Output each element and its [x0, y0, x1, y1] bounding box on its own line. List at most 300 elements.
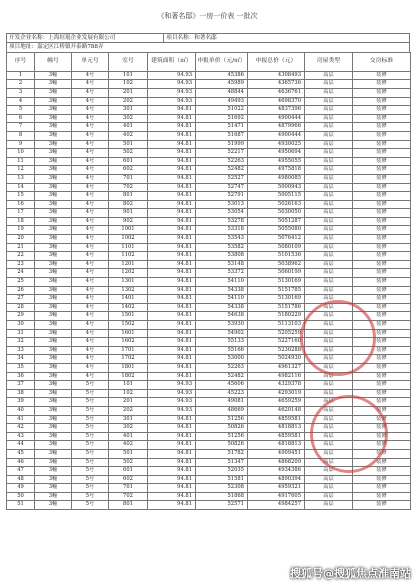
cell-index: 8	[7, 131, 35, 140]
cell-delivery-standard: 装修	[353, 243, 411, 252]
cell-total-price: 4955055	[248, 157, 305, 166]
cell-index: 20	[7, 235, 35, 244]
cell-index: 44	[7, 441, 35, 450]
cell-unit-price: 50826	[196, 441, 248, 450]
cell-room: 301	[109, 415, 148, 424]
cell-total-price: 4909451	[248, 449, 305, 458]
cell-index: 47	[7, 467, 35, 476]
cell-area: 94.81	[148, 260, 196, 269]
cell-room: 802	[109, 200, 148, 209]
cell-index: 30	[7, 321, 35, 330]
cell-unit: 4号	[72, 329, 109, 338]
cell-house-type: 高层	[305, 312, 353, 321]
table-row	[7, 80, 411, 89]
table-row	[7, 123, 411, 132]
cell-unit: 4号	[72, 166, 109, 175]
cell-index: 9	[7, 140, 35, 149]
cell-room: 302	[109, 424, 148, 433]
cell-index: 1	[7, 71, 35, 80]
cell-house-type: 高层	[305, 415, 353, 424]
cell-total-price: 4959321	[248, 484, 305, 493]
cell-unit-price: 52571	[196, 501, 248, 510]
cell-area: 94.81	[148, 346, 196, 355]
cell-delivery-standard: 装修	[353, 346, 411, 355]
table-row	[7, 217, 411, 226]
cell-unit: 4号	[72, 269, 109, 278]
cell-index: 42	[7, 424, 35, 433]
cell-area: 94.81	[148, 338, 196, 347]
cell-unit: 4号	[72, 260, 109, 269]
cell-unit-price: 52263	[196, 157, 248, 166]
cell-area: 94.81	[148, 312, 196, 321]
header-unit-price: 申报单价（元/㎡）	[196, 52, 248, 71]
cell-unit: 4号	[72, 295, 109, 304]
cell-house-type: 高层	[305, 398, 353, 407]
cell-unit: 4号	[72, 200, 109, 209]
cell-unit: 4号	[72, 312, 109, 321]
cell-unit: 5号	[72, 467, 109, 476]
cell-index: 27	[7, 295, 35, 304]
cell-unit-price: 45606	[196, 381, 248, 390]
cell-delivery-standard: 装修	[353, 338, 411, 347]
cell-index: 4	[7, 97, 35, 106]
cell-building: 3幢	[35, 484, 72, 493]
cell-house-type: 高层	[305, 260, 353, 269]
cell-unit: 4号	[72, 123, 109, 132]
cell-building: 3幢	[35, 415, 72, 424]
cell-total-price: 5113103	[248, 321, 305, 330]
cell-unit-price: 54638	[196, 312, 248, 321]
company-seal	[310, 395, 388, 473]
cell-area: 94.81	[148, 243, 196, 252]
cell-unit-price: 53372	[196, 269, 248, 278]
cell-unit-price: 51256	[196, 415, 248, 424]
cell-delivery-standard: 装修	[353, 398, 411, 407]
table-row	[7, 149, 411, 158]
cell-building: 3幢	[35, 174, 72, 183]
cell-building: 3幢	[35, 312, 72, 321]
cell-total-price: 4859581	[248, 415, 305, 424]
cell-total-price: 4659259	[248, 398, 305, 407]
table-header-row	[7, 52, 411, 71]
cell-room: 301	[109, 106, 148, 115]
cell-unit-price: 51347	[196, 458, 248, 467]
cell-index: 16	[7, 200, 35, 209]
cell-unit: 5号	[72, 441, 109, 450]
cell-delivery-standard: 装修	[353, 321, 411, 330]
cell-building: 3幢	[35, 106, 72, 115]
cell-unit-price: 49081	[196, 398, 248, 407]
cell-house-type: 高层	[305, 157, 353, 166]
cell-total-price: 4859581	[248, 432, 305, 441]
cell-building: 3幢	[35, 286, 72, 295]
cell-area: 94.81	[148, 278, 196, 287]
cell-delivery-standard: 装修	[353, 295, 411, 304]
cell-house-type: 高层	[305, 501, 353, 510]
cell-unit-price: 52308	[196, 484, 248, 493]
cell-area: 94.81	[148, 492, 196, 501]
cell-room: 402	[109, 131, 148, 140]
table-row	[7, 200, 411, 209]
cell-delivery-standard: 装修	[353, 389, 411, 398]
cell-index: 38	[7, 389, 35, 398]
cell-unit: 5号	[72, 398, 109, 407]
cell-unit-price: 54902	[196, 329, 248, 338]
cell-building: 3幢	[35, 243, 72, 252]
cell-unit: 5号	[72, 389, 109, 398]
cell-unit: 4号	[72, 97, 109, 106]
cell-delivery-standard: 装修	[353, 174, 411, 183]
cell-house-type: 高层	[305, 209, 353, 218]
cell-house-type: 高层	[305, 424, 353, 433]
cell-index: 28	[7, 303, 35, 312]
cell-total-price: 5080109	[248, 243, 305, 252]
cell-unit-price: 52263	[196, 363, 248, 372]
cell-unit: 5号	[72, 432, 109, 441]
cell-total-price: 5151785	[248, 286, 305, 295]
cell-delivery-standard: 装修	[353, 157, 411, 166]
cell-building: 3幢	[35, 278, 72, 287]
cell-building: 3幢	[35, 183, 72, 192]
cell-total-price: 4365736	[248, 80, 305, 89]
cell-area: 94.81	[148, 321, 196, 330]
cell-index: 13	[7, 174, 35, 183]
cell-room: 1601	[109, 329, 148, 338]
cell-unit: 4号	[72, 355, 109, 364]
cell-unit-price: 53054	[196, 209, 248, 218]
cell-index: 6	[7, 114, 35, 123]
cell-room: 102	[109, 80, 148, 89]
table-row	[7, 114, 411, 123]
cell-room: 502	[109, 458, 148, 467]
cell-house-type: 高层	[305, 192, 353, 201]
cell-area: 94.81	[148, 114, 196, 123]
cell-room: 801	[109, 501, 148, 510]
cell-building: 3幢	[35, 114, 72, 123]
cell-delivery-standard: 装修	[353, 381, 411, 390]
header-delivery-standard: 交房标准	[353, 52, 411, 71]
cell-unit-price: 51581	[196, 475, 248, 484]
header-house-type: 房屋类型	[305, 52, 353, 71]
table-row	[7, 166, 411, 175]
cell-delivery-standard: 装修	[353, 467, 411, 476]
cell-delivery-standard: 装修	[353, 200, 411, 209]
cell-unit-price: 53013	[196, 200, 248, 209]
cell-room: 1502	[109, 321, 148, 330]
cell-building: 3幢	[35, 363, 72, 372]
cell-total-price: 4980085	[248, 174, 305, 183]
cell-building: 3幢	[35, 192, 72, 201]
cell-delivery-standard: 装修	[353, 441, 411, 450]
cell-delivery-standard: 装修	[353, 183, 411, 192]
table-row	[7, 71, 411, 80]
cell-unit: 4号	[72, 71, 109, 80]
cell-house-type: 高层	[305, 406, 353, 415]
cell-unit-price: 54110	[196, 295, 248, 304]
cell-area: 94.93	[148, 88, 196, 97]
cell-delivery-standard: 装修	[353, 355, 411, 364]
cell-total-price: 4308493	[248, 71, 305, 80]
cell-index: 33	[7, 346, 35, 355]
cell-total-price: 5227160	[248, 338, 305, 347]
cell-building: 3幢	[35, 269, 72, 278]
table-row	[7, 278, 411, 287]
cell-delivery-standard: 装修	[353, 501, 411, 510]
cell-area: 94.93	[148, 406, 196, 415]
table-row	[7, 260, 411, 269]
cell-index: 35	[7, 363, 35, 372]
cell-total-price: 5024930	[248, 355, 305, 364]
cell-area: 94.93	[148, 381, 196, 390]
cell-house-type: 高层	[305, 295, 353, 304]
cell-index: 15	[7, 192, 35, 201]
cell-unit-price: 52791	[196, 192, 248, 201]
cell-area: 94.81	[148, 226, 196, 235]
cell-delivery-standard: 装修	[353, 492, 411, 501]
cell-area: 94.81	[148, 363, 196, 372]
cell-total-price: 4818813	[248, 424, 305, 433]
cell-total-price: 4890394	[248, 475, 305, 484]
cell-delivery-standard: 装修	[353, 475, 411, 484]
cell-room: 1002	[109, 235, 148, 244]
cell-house-type: 高层	[305, 235, 353, 244]
cell-delivery-standard: 装修	[353, 140, 411, 149]
cell-total-price: 4984257	[248, 501, 305, 510]
cell-delivery-standard: 装修	[353, 209, 411, 218]
cell-area: 94.93	[148, 389, 196, 398]
cell-total-price: 4868209	[248, 458, 305, 467]
table-row	[7, 174, 411, 183]
cell-area: 94.81	[148, 183, 196, 192]
header-area: 建筑面积（㎡）	[148, 52, 196, 71]
cell-index: 3	[7, 88, 35, 97]
cell-index: 29	[7, 312, 35, 321]
cell-total-price: 5130169	[248, 295, 305, 304]
cell-house-type: 高层	[305, 363, 353, 372]
cell-unit: 4号	[72, 174, 109, 183]
cell-unit-price: 54338	[196, 303, 248, 312]
cell-room: 701	[109, 484, 148, 493]
cell-room: 401	[109, 432, 148, 441]
cell-house-type: 高层	[305, 381, 353, 390]
cell-total-price: 4879966	[248, 123, 305, 132]
cell-building: 3幢	[35, 226, 72, 235]
cell-house-type: 高层	[305, 200, 353, 209]
cell-room: 302	[109, 114, 148, 123]
cell-delivery-standard: 装修	[353, 131, 411, 140]
table-row	[7, 484, 411, 493]
cell-total-price: 4975818	[248, 166, 305, 175]
cell-building: 3幢	[35, 346, 72, 355]
cell-building: 3幢	[35, 97, 72, 106]
cell-index: 25	[7, 278, 35, 287]
cell-house-type: 高层	[305, 458, 353, 467]
cell-total-price: 4900444	[248, 131, 305, 140]
cell-house-type: 高层	[305, 80, 353, 89]
cell-delivery-standard: 装修	[353, 226, 411, 235]
cell-delivery-standard: 装修	[353, 114, 411, 123]
cell-house-type: 高层	[305, 252, 353, 261]
cell-room: 1302	[109, 286, 148, 295]
cell-house-type: 高层	[305, 123, 353, 132]
cell-total-price: 4950694	[248, 149, 305, 158]
cell-unit: 4号	[72, 321, 109, 330]
cell-delivery-standard: 装修	[353, 458, 411, 467]
cell-area: 94.81	[148, 432, 196, 441]
table-row	[7, 209, 411, 218]
developer-name: 开发企业名称：上海垣琨企业发展有限公司	[9, 35, 116, 41]
cell-room: 1801	[109, 363, 148, 372]
cell-house-type: 高层	[305, 432, 353, 441]
cell-building: 3幢	[35, 157, 72, 166]
cell-room: 901	[109, 209, 148, 218]
cell-unit: 4号	[72, 252, 109, 261]
cell-area: 94.81	[148, 192, 196, 201]
cell-unit: 4号	[72, 278, 109, 287]
cell-total-price: 5151786	[248, 303, 305, 312]
cell-area: 94.93	[148, 71, 196, 80]
cell-building: 3幢	[35, 200, 72, 209]
cell-area: 94.81	[148, 424, 196, 433]
cell-delivery-standard: 装修	[353, 406, 411, 415]
cell-area: 94.81	[148, 149, 196, 158]
cell-unit: 5号	[72, 424, 109, 433]
cell-total-price: 4917605	[248, 492, 305, 501]
cell-unit: 4号	[72, 226, 109, 235]
cell-house-type: 高层	[305, 492, 353, 501]
cell-unit-price: 45223	[196, 389, 248, 398]
cell-index: 43	[7, 432, 35, 441]
table-row	[7, 235, 411, 244]
table-row	[7, 106, 411, 115]
company-seal	[300, 300, 376, 376]
cell-building: 3幢	[35, 501, 72, 510]
cell-total-price: 5005115	[248, 192, 305, 201]
cell-delivery-standard: 装修	[353, 329, 411, 338]
cell-delivery-standard: 装修	[353, 106, 411, 115]
cell-delivery-standard: 装修	[353, 71, 411, 80]
cell-room: 201	[109, 88, 148, 97]
table-row	[7, 192, 411, 201]
cell-index: 40	[7, 406, 35, 415]
cell-index: 22	[7, 252, 35, 261]
cell-house-type: 高层	[305, 329, 353, 338]
cell-index: 26	[7, 286, 35, 295]
cell-area: 94.81	[148, 269, 196, 278]
cell-unit: 4号	[72, 217, 109, 226]
cell-area: 94.81	[148, 415, 196, 424]
cell-unit-price: 49493	[196, 97, 248, 106]
cell-total-price: 4961327	[248, 363, 305, 372]
cell-unit: 4号	[72, 149, 109, 158]
cell-house-type: 高层	[305, 166, 353, 175]
cell-building: 3幢	[35, 492, 72, 501]
cell-room: 602	[109, 475, 148, 484]
cell-total-price: 5030050	[248, 209, 305, 218]
cell-unit-price: 52482	[196, 166, 248, 175]
project-address: 项目地址：嘉定区江桥镇开泰路788弄	[9, 44, 104, 51]
cell-building: 3幢	[35, 235, 72, 244]
cell-unit: 4号	[72, 346, 109, 355]
cell-house-type: 高层	[305, 183, 353, 192]
cell-area: 94.81	[148, 441, 196, 450]
cell-unit: 4号	[72, 88, 109, 97]
developer-row	[6, 33, 410, 42]
cell-unit: 4号	[72, 140, 109, 149]
header-unit: 单元号	[72, 52, 109, 71]
cell-delivery-standard: 装修	[353, 363, 411, 372]
cell-unit-price: 54338	[196, 286, 248, 295]
cell-room: 202	[109, 406, 148, 415]
cell-delivery-standard: 装修	[353, 278, 411, 287]
cell-room: 1802	[109, 372, 148, 381]
cell-building: 3幢	[35, 432, 72, 441]
cell-house-type: 高层	[305, 226, 353, 235]
cell-delivery-standard: 装修	[353, 80, 411, 89]
cell-unit-price: 48844	[196, 88, 248, 97]
cell-unit-price: 53930	[196, 321, 248, 330]
cell-unit: 5号	[72, 501, 109, 510]
cell-total-price: 4982116	[248, 372, 305, 381]
cell-room: 801	[109, 192, 148, 201]
cell-room: 902	[109, 217, 148, 226]
cell-total-price: 5130169	[248, 278, 305, 287]
table-row	[7, 243, 411, 252]
cell-room: 201	[109, 398, 148, 407]
cell-unit-price: 53808	[196, 252, 248, 261]
cell-delivery-standard: 装修	[353, 303, 411, 312]
cell-building: 3幢	[35, 71, 72, 80]
cell-room: 1501	[109, 312, 148, 321]
cell-area: 94.81	[148, 355, 196, 364]
cell-area: 94.81	[148, 303, 196, 312]
cell-house-type: 高层	[305, 140, 353, 149]
cell-room: 1401	[109, 295, 148, 304]
cell-house-type: 高层	[305, 346, 353, 355]
cell-house-type: 高层	[305, 475, 353, 484]
cell-total-price: 5026163	[248, 200, 305, 209]
cell-building: 3幢	[35, 458, 72, 467]
cell-unit-price: 48669	[196, 406, 248, 415]
cell-unit-price: 45989	[196, 80, 248, 89]
cell-house-type: 高层	[305, 286, 353, 295]
cell-area: 94.81	[148, 209, 196, 218]
cell-area: 94.81	[148, 174, 196, 183]
cell-delivery-standard: 装修	[353, 312, 411, 321]
cell-area: 94.81	[148, 106, 196, 115]
cell-index: 17	[7, 209, 35, 218]
cell-building: 3幢	[35, 355, 72, 364]
cell-unit-price: 53278	[196, 217, 248, 226]
cell-house-type: 高层	[305, 355, 353, 364]
cell-unit: 4号	[72, 183, 109, 192]
cell-area: 94.81	[148, 484, 196, 493]
cell-unit: 5号	[72, 406, 109, 415]
cell-area: 94.81	[148, 131, 196, 140]
cell-area: 94.93	[148, 80, 196, 89]
cell-total-price: 5076412	[248, 235, 305, 244]
header-index: 序号	[7, 52, 35, 71]
cell-room: 702	[109, 183, 148, 192]
cell-delivery-standard: 装修	[353, 372, 411, 381]
cell-delivery-standard: 装修	[353, 286, 411, 295]
cell-area: 94.81	[148, 329, 196, 338]
cell-delivery-standard: 装修	[353, 424, 411, 433]
cell-unit: 4号	[72, 157, 109, 166]
cell-building: 3幢	[35, 217, 72, 226]
cell-delivery-standard: 装修	[353, 484, 411, 493]
cell-unit: 4号	[72, 372, 109, 381]
